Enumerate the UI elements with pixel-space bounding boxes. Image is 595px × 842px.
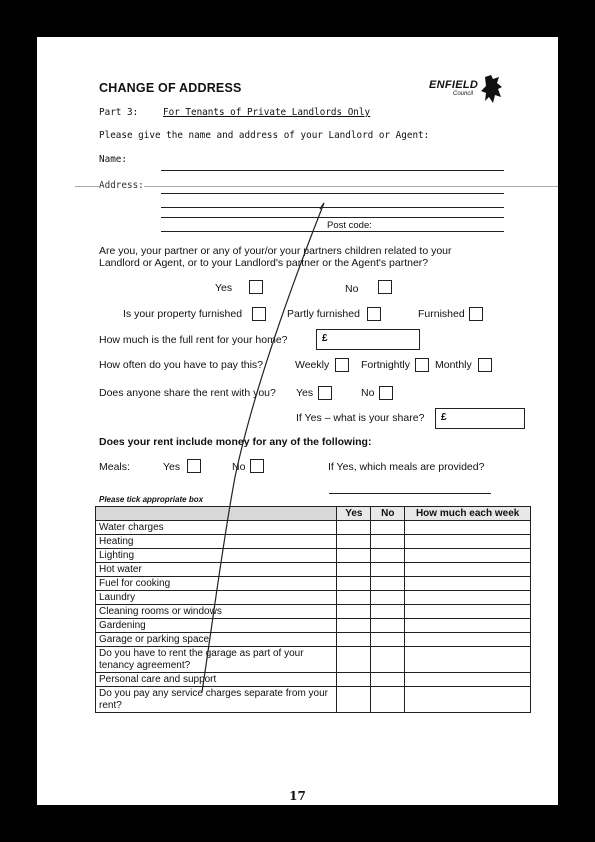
share-no-label: No [361,387,375,399]
furnished-question: Is your property furnished [123,308,243,320]
table-caption: Please tick appropriate box [99,495,204,504]
monthly-label: Monthly [435,359,472,371]
meals-label: Meals: [99,461,130,473]
page-number: 17 [289,789,306,803]
name-label: Name: [99,154,127,165]
related-question-line2: Landlord or Agent, or to your Landlord's partner or the Agent's partner? [99,257,429,269]
related-no-label: No [345,283,359,295]
row-label: Do you pay any service charges separate from your rent? [96,687,337,713]
row-label: Lighting [96,549,337,563]
share-question: Does anyone share the rent with you? [99,387,276,399]
row-label: Gardening [96,619,337,633]
related-yes-label: Yes [215,282,233,294]
full-rent-question: How much is the full rent for your home? [99,334,288,346]
row-label: Garage or parking space [96,633,337,647]
table-header-no: No [371,507,405,521]
fortnightly-label: Fortnightly [361,359,411,371]
full-rent-input[interactable]: £ [316,329,420,350]
meals-which-question: If Yes, which meals are provided? [328,461,485,473]
share-amount-question: If Yes – what is your share? [296,412,425,424]
includes-heading: Does your rent include money for any of the following: [99,436,372,448]
row-label: Hot water [96,563,337,577]
logo-text: ENFIELD [429,79,479,91]
part-label: Part 3: [99,107,139,118]
row-label: Do you have to rent the garage as part of your tenancy agreement? [96,647,337,673]
table-header-amount: How much each week [405,507,531,521]
diagonal-strike-line [37,37,558,805]
weekly-label: Weekly [295,359,330,371]
row-label: Cleaning rooms or windows [96,605,337,619]
form-title: CHANGE OF ADDRESS [99,81,242,95]
row-label: Heating [96,535,337,549]
share-yes-label: Yes [296,387,314,399]
address-label: Address: [99,180,144,191]
partly-furnished-label: Partly furnished [287,308,360,320]
part-heading: For Tenants of Private Landlords Only [163,107,371,118]
row-label: Fuel for cooking [96,577,337,591]
related-question-line1: Are you, your partner or any of your/or your partners children related to your [99,245,452,257]
row-label: Personal care and support [96,673,337,687]
form-page [37,37,558,805]
logo-subtext: Council [453,91,474,97]
furnished-label: Furnished [418,308,465,320]
table-header-yes: Yes [337,507,371,521]
row-label: Laundry [96,591,337,605]
meals-no-label: No [232,461,246,473]
postcode-label: Post code: [327,220,372,231]
frequency-question: How often do you have to pay this? [99,359,264,371]
meals-yes-label: Yes [163,461,181,473]
share-amount-input[interactable]: £ [435,408,525,429]
intro-text: Please give the name and address of your Landlord or Agent: [99,130,430,141]
row-label: Water charges [96,521,337,535]
